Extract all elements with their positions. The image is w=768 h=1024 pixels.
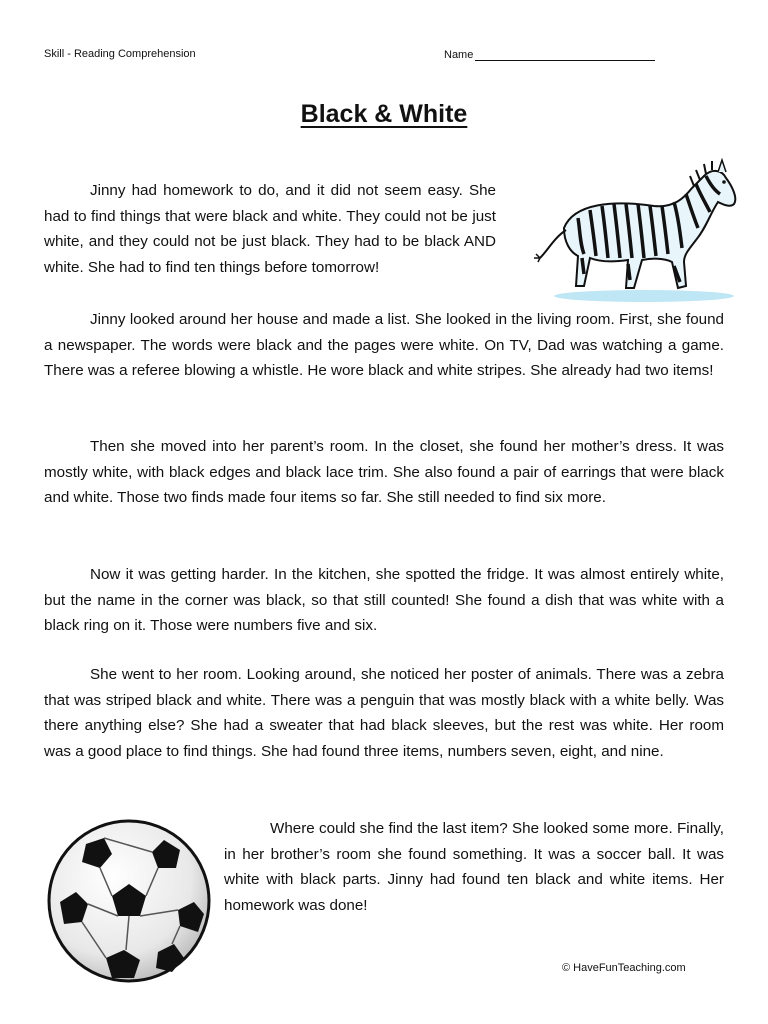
paragraph-1: Jinny had homework to do, and it did not seem easy. She had to find things that were black and white. They could not be just white, and they could not be just black. They had to be black AND white. She had to find ten things before tomorrow! bbox=[44, 182, 496, 276]
skill-label: Skill - Reading Comprehension bbox=[44, 48, 196, 60]
soccer-ball-illustration bbox=[46, 818, 212, 984]
paragraph-4: Now it was getting harder. In the kitchen, she spotted the fridge. It was almost entirely white, but the name in the corner was black, so that still counted! She found a dish that was white with a black ring on it. Those were numbers five and six. bbox=[44, 566, 724, 635]
paragraph-3: Then she moved into her parent’s room. In the closet, she found her mother’s dress. It was mostly white, with black edges and black lace trim. She also found a pair of earrings that were black and white. Those two finds made four items so far. She still needed to find six more. bbox=[44, 438, 724, 507]
paragraph-6: Where could she find the last item? She looked some more. Finally, in her brother’s room she found something. It was a soccer ball. It was white with black parts. Jinny had found ten black and white items. Her homework was done! bbox=[224, 820, 724, 914]
zebra-illustration bbox=[534, 158, 740, 306]
name-blank-line bbox=[475, 48, 655, 61]
name-field bbox=[444, 48, 655, 61]
paragraph-5: She went to her room. Looking around, she noticed her poster of animals. There was a zebra that was striped black and white. There was a penguin that was mostly black with a white belly. Was there anything else? She had a sweater that had black sleeves, but the rest was white. Her room was a good place to find things. She had found three items, numbers seven, eight, and nine. bbox=[44, 666, 724, 760]
name-label: Name bbox=[444, 49, 474, 61]
copyright-footer: © HaveFunTeaching.com bbox=[562, 962, 686, 974]
page-title: Black & White bbox=[300, 100, 468, 128]
paragraph-2: Jinny looked around her house and made a list. She looked in the living room. First, she found a newspaper. The words were black and the pages were white. On TV, Dad was watching a game. There was a referee blowing a whistle. He wore black and white stripes. She already had two items! bbox=[44, 311, 724, 380]
